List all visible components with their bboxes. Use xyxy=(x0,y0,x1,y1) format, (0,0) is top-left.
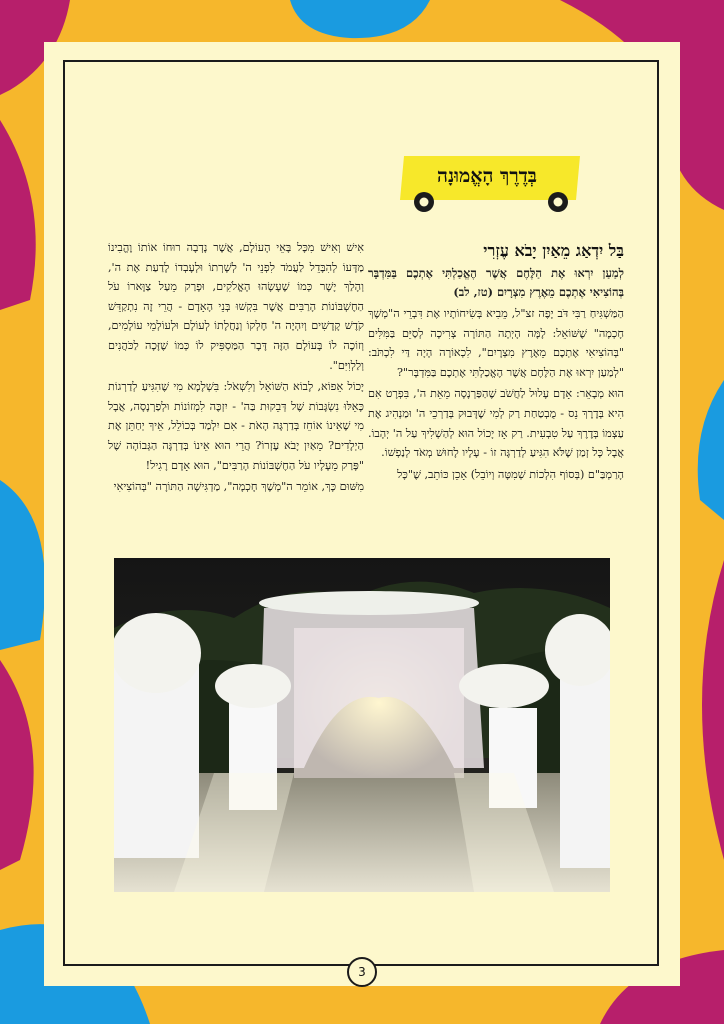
wedding-canopy-photo xyxy=(114,558,610,892)
article-column-left xyxy=(108,238,364,499)
paragraph: יָכוֹל אֵפוֹא, לָבוֹא הַשּׁוֹאֵל וְלִשְׁאֹל: בִּשְׁלָמָא מִי שֶׁהִגִּיעַ לְדַרְגוֹת כָּאֵלּוּ נִשְׂגָּבוֹת שֶׁל דְּבֵקוּת בַּה' - יִזְכֶּה לִמְזוֹנוֹת וּלְפַרְנָסָה, אֲבָל מִי שֶׁאֵינוֹ אוֹחֵז בְּדַרְגָּה הָאֹת - אִם יִלְמַד בְּכוֹלֵל, אֵיךְ יְחַתֵּן אֶת הַיְלָדִים? מֵאַיִן יָבֹא עֶזְרוֹ? הֲרֵי הוּא אֵינוֹ בְּדַרְגָּה הַגְּבוֹהָה שֶׁל "פָּרַק מֵעָלָיו עֹל הַחֶשְׁבּוֹנוֹת הָרַבִּים", הוּא אָדָם רָגִיל! xyxy=(108,380,364,472)
paragraph: הַמַּשְׁגִּיחַ רַבִּי דֹּב יָפֶה זצ"ל, מֵבִיא בְּשִׂיחוֹתָיו אֶת דִּבְרֵי ה"מְשֶׁךְ חָכְמָה" שֶׁשּׁוֹאֵל: לָמָּה הָיְתָה הַתּוֹרָה צְרִיכָה לְסַיֵּם בַּמִּלִּים "בְּהוֹצִיאִי אֶתְכֶם מֵאֶרֶץ מִצְרָיִם", לִכְאוֹרָה הָיָה דַּי לִכְתֹּב: "לְמַעַן יִרְאוּ אֶת הַלֶּחֶם אֲשֶׁר הֶאֱכַלְתִּי אֶתְכֶם בַּמִּדְבָּר"? xyxy=(368,307,624,379)
paragraph: הָרַמְבַּ"ם (בְּסוֹף הִלְכוֹת שְׁמִטָּה וְיוֹבֵל) אָכֵן כּוֹתֵב, שֶׁ"כָּל xyxy=(397,467,624,481)
paragraph: הוּא מְבָאֵר: אָדָם עָלוּל לַחֲשֹׁב שֶׁהַפַּרְנָסָה מֵאֵת ה', בִּפְרָט אִם הִיא בְּדֶרֶךְ נֵס - מֻבְטַחַת רַק לְמִי שֶׁדָּבוּק בְּדַרְכֵי ה' וּמַנְהִיג אֶת עַצְמוֹ בְּדֶרֶךְ עַל טִבְעִית. רַק אָז יָכוֹל הוּא לְהַשְׁלִיךְ עַל ה' יְהָבוֹ. אֲבָל כָּל זְמַן שֶׁלֹּא הִגִּיעַ לְדַרְגָּה זוֹ - עָלָיו לָחוּשׁ מְאֹד לְנַפְשׁוֹ. xyxy=(368,387,624,460)
paragraph: מִשּׁוּם כָּךְ, אוֹמֵר ה"מְשֶׁךְ חָכְמָה", מַדְגִּישָׁה הַתּוֹרָה "בְּהוֹצִיאִי xyxy=(113,480,364,494)
paragraph: אִישׁ וְאִישׁ מִכָּל בָּאֵי הָעוֹלָם, אֲשֶׁר נָדְבָה רוּחוֹ אוֹתוֹ וֶהֱבִינוֹ מַדָּעוֹ לְהִבָּדֵל לַעֲמֹד לִפְנֵי ה' לְשָׁרְתוֹ וּלְעָבְדוֹ לָדַעַת אֶת ה', וְהָלַךְ יָשָׁר כְּמוֹ שֶׁעָשָׂהוּ הָאֱלֹקִים, וּפָרַק מֵעַל צַוָּארוֹ עֹל הַחֶשְׁבּוֹנוֹת הָרַבִּים אֲשֶׁר בִּקְשׁוּ בְּנֵי הָאָדָם - הֲרֵי זֶה נִתְקַדֵּשׁ קֹדֶשׁ קָדָשִׁים וְיִהְיֶה ה' חֶלְקוֹ וְנַחֲלָתוֹ לְעוֹלָם וּלְעוֹלְמֵי עוֹלָמִים, וְזוֹכֶה לוֹ בָּעוֹלָם הַזֶּה דָּבָר הַמַּסְפִּיק לוֹ כְּמוֹ שֶׁזָּכָה לַכֹּהֲנִים וְלַלְוִיִּם". xyxy=(108,241,364,372)
article-column-right xyxy=(368,240,624,486)
section-title: בְּדֶרֶךְ הָאֱמוּנָה xyxy=(437,164,537,187)
page-number: 3 xyxy=(347,957,377,987)
verse-quote: לְמַעַן יִרְאוּ אֶת הַלֶּחֶם אֲשֶׁר הֶאֱכַלְתִּי אֶתְכֶם בַּמִּדְבָּר בְּהוֹצִיאִי אֶתְכֶם מֵאֶרֶץ מִצְרָיִם (טז, לב) xyxy=(368,266,624,299)
article-heading: בַּל יִדְאַג מֵאַיִן יָבֹא עֶזְרִי xyxy=(483,241,624,260)
